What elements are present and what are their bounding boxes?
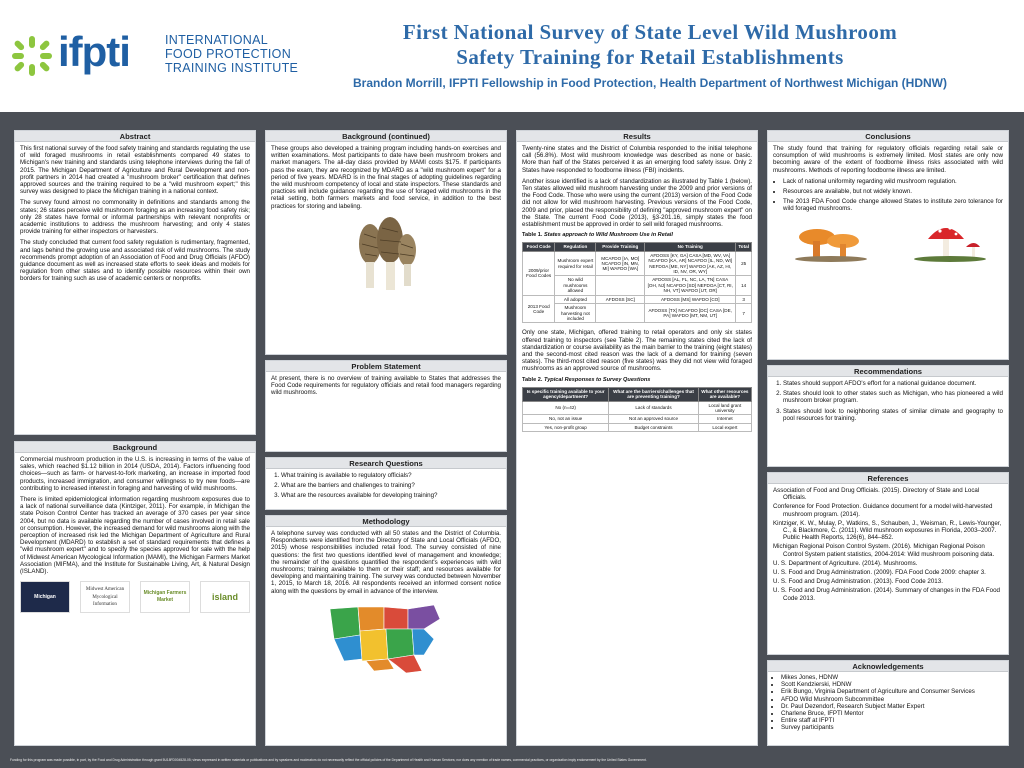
section-heading: Research Questions: [266, 458, 506, 469]
reference-item: U. S. Food and Drug Administration. (2009). FDA Food Code 2009: chapter 3.: [773, 569, 986, 577]
reference-item: Kintziger, K. W., Mulay, P., Watkins, S., Schauben, J., Weisman, R., Lewis-Younger, C., & Blackmore, C. (2011). Wild mushroom exposures in Florida, 2003–2007. Public Health Reports, 126(6), 844–852.: [773, 519, 1002, 542]
paragraph: These groups also developed a training program including hands-on exercises and written examinations. Most participants to date have been mushroom brokers and market managers. The all-day class provided by MAMI costs $175. If participants pass the exam, they are recognized by MDARD as a "wild mushroom expert" for a period of five years. MDARD is in the final stages of adopting guidelines regarding the wild mushroom competency of local and state inspectors. These standards and practices will include guidance regarding the use of foraged wild mushrooms in the retail setting, both farmers markets and food service, in addition to the best practices for storing and labeling.: [271, 145, 501, 210]
mushroom-images: [773, 217, 1003, 265]
chanterelle-mushroom-icon: [791, 217, 871, 265]
amanita-mushroom-icon: [906, 217, 986, 265]
abstract-panel: [14, 130, 256, 435]
paragraph: Commercial mushroom production in the U.S. is increasing in terms of the value of sales, which reached $1.12 billion in 2014 (USDA, 2014). Factors influencing food choices—such as farm- or harvest-to-fork marketing, an increase in imported food products, increased immigration, and consumer willingness to try new foods—are contributing to increased interest in foraging and harvesting of wild mushrooms.: [20, 456, 250, 492]
paragraph: A telephone survey was conducted with all 50 states and the District of Columbia. Respondents were identified from the Directory of State and Local Officials (AFDO, 2015) whose responsibilities included retail food. The survey consisted of nine questions: the first two questions identified level of management and knowledge; the remainder of the questions quantified the respondent's experiences with wild mushrooms; training available to them or their staff; and resources available for developing and maintaining training. The survey was conducted between November 1, 2015, to March 18, 2016. All respondents received an informed consent notice along with the questions by email in advance of the interview.: [271, 530, 501, 595]
logo-wordmark: ifpti: [58, 28, 130, 75]
partner-logos: [20, 581, 250, 613]
column-2: [265, 130, 507, 746]
reference-item: U. S. Department of Agriculture. (2014). Mushrooms.: [773, 559, 918, 567]
table-row: No wild mushrooms allowed AFDOSS [AL, FL, NC, LA, TN] CASA [OH, NJ] NCAFDO [SD] NEFDOA [CT, RI, NH, VT] WAFDO [UT, OR] 14: [523, 276, 752, 295]
section-heading: Results: [517, 131, 757, 142]
acknowledgements-panel: [767, 660, 1009, 746]
list-item: • AFDO Wild Mushroom Subcommittee: [781, 696, 1003, 703]
paragraph: Another issue identified is a lack of standardization as illustrated by Table 1 (below). Ten states allowed wild mushroom harvesting under the 2009 and prior versions of the Food Code. Those who were using the current (2013) version of the Food Code did not allow for wild mushroom harvesting. Previous versions of the Food Code, 2009 and prior, placed the responsibility of defining "approved mushroom expert" on the State. The current Food Code (2013), §3-201.16, simply states the food establishment must be approved in order to sell wild foraged mushrooms.: [522, 177, 752, 229]
list-item: • Mikes Jones, HDNW: [781, 674, 1003, 681]
paragraph: Only one state, Michigan, offered training to retail operators and only six states offered training to inspectors (see Table 2). The remaining states cited the lack of standardization or course availability as the main barrier to the training (eight states) and the second-most cited reason was the lack of a demand for training (seven states). The third-most cited reason (five states) was they did not view wild foraged mushrooms as an approved source of mushrooms.: [522, 329, 752, 373]
column-3: [516, 130, 758, 746]
reference-item: Conference for Food Protection. Guidance document for a model wild-harvested mushroom program. (2014).: [773, 503, 993, 518]
us-map-icon: [326, 599, 446, 677]
morel-mushroom-image: [350, 214, 422, 296]
table-2: [522, 387, 752, 432]
table-header: Regulation: [555, 243, 596, 251]
methodology-panel: [265, 515, 507, 746]
partner-logo: island: [200, 581, 250, 613]
table-header: What other resources are available?: [698, 387, 751, 401]
column-1: [14, 130, 256, 746]
section-heading: Background (continued): [266, 131, 506, 142]
list-item: • Entire staff at IFPTI: [781, 717, 1003, 724]
recommendations-panel: [767, 365, 1009, 467]
list-item: 2. States should look to other states such as Michigan, who has pioneered a wild mushroom broker program.: [783, 390, 1003, 404]
table-header: Provide Training: [596, 243, 645, 251]
list-item: • Dr. Paul Dezendorf, Research Subject Matter Expert: [781, 703, 1003, 710]
section-heading: Background: [15, 442, 255, 453]
list-item: • Erik Bungo, Virginia Department of Agriculture and Consumer Services: [781, 688, 1003, 695]
table-caption: Table 2. Typical Responses to Survey Questions: [522, 376, 651, 383]
partner-logo: Michigan Farmers Market: [140, 581, 190, 613]
table-row: Yes, non-profit group Budget constraints Local expert: [523, 423, 752, 431]
paragraph: This first national survey of the food safety training and standards regulating the use of wild foraged mushrooms in retail establishments compared 49 states to Michigan's new training and standards using telephone interviews during the fall of 2015. The Michigan Department of Agriculture and Rural Development and non-profit partners in 2014 had created a "mushroom broker" certification that defines approved sources and the training required to be a "wild mushroom expert;" this survey was designed to place the Michigan training in a national context.: [20, 145, 250, 196]
list-item: • Resources are available, but not widely known.: [783, 188, 1003, 195]
list-item: • The 2013 FDA Food Code change allowed States to institute zero tolerance for wild foraged mushrooms.: [783, 198, 1003, 212]
list-item: 1. What training is available to regulatory officials?: [281, 472, 501, 479]
reference-item: U. S. Food and Drug Administration. (2013). Food Code 2013.: [773, 578, 943, 586]
section-heading: Abstract: [15, 131, 255, 142]
us-map-image: [326, 599, 446, 677]
paragraph: The survey found almost no commonality in definitions and standards among the states; 26 states perceive wild mushroom foraging as an increasing food safety risk; only 28 states have formal or informal partnerships with relevant nonprofits or academic institutions to address the mushroom harvesting; and only 4 states provide training for either inspectors or harvesters.: [20, 199, 250, 236]
partner-logo: Michigan: [20, 581, 70, 613]
ifpti-logo-icon: [10, 34, 54, 78]
paragraph: There is limited epidemiological information regarding mushroom exposures due to a lack of national surveillance data (Kintziger, 2011). For example, in Michigan the state Poison Control Center has tracked an average of 370 cases per year since 2004, but no data is available regarding the number of cases involved in retail sale or consumption. However, the increased demand for wild mushrooms along with the perception of increased risk led the Michigan Department of Agriculture and Rural Development (MDARD) to establish a set of standard requirements that defines a "wild mushroom expert" and to specify the species approved for sale with the help of Midwest American Mycological Information (MAMI), the Michigan Farmers Market Association (MIFMA), and the Institute for Sustainable Living, Art, & Natural Design (ISLAND).: [20, 496, 250, 576]
table-row: No, not an issue Not an approved source Internet: [523, 415, 752, 423]
reference-item: Michigan Regional Poison Control System. (2016). Michigan Regional Poison Control System patient statistics, 2004-2014: Wild mushroom poisoning data.: [773, 543, 995, 558]
paragraph: Twenty-nine states and the District of Columbia responded to the initial telephone call (56.8%). Most wild mushroom knowledge was described as none or basic. More than half of the States perceived it as an emerging food safety issue. Only 2 States have responded to foodborne illness (FBI) incidents.: [522, 145, 752, 174]
poster-body: [0, 112, 1024, 768]
list-item: 2. What are the barriers and challenges to training?: [281, 482, 501, 489]
section-heading: Recommendations: [768, 366, 1008, 377]
table-header: Total: [736, 243, 752, 251]
section-heading: Problem Statement: [266, 361, 506, 372]
poster-title: First National Survey of State Level Wild Mushroom Safety Training for Retail Establishments: [402, 20, 898, 69]
table-header: Food Code: [523, 243, 555, 251]
morel-mushroom-icon: [350, 214, 422, 296]
table-1: [522, 242, 752, 323]
table-header: No Training: [645, 243, 736, 251]
table-row: No (n=42) Lack of standards Local land grant university: [523, 401, 752, 415]
partner-logo: Midwest American Mycological Information: [80, 581, 130, 613]
funding-footer: Funding for this program was made possible, in part, by the Food and Drug Administration through grant 5U18FD004528-05; views expressed in written materials or publications and by speakers and moderators do not necessarily reflect the official policies of the Department of Health and Human Services; nor does any mention of trade names, commercial practices, or organization imply endorsement by the United States Government.: [10, 758, 647, 762]
reference-item: U. S. Food and Drug Administration. (2014). Summary of changes in the FDA Food Code 2013.: [773, 587, 1000, 602]
list-item: 3. What are the resources available for developing training?: [281, 492, 501, 499]
poster-header: [0, 0, 1024, 112]
problem-statement-panel: [265, 360, 507, 452]
poster-authors: Brandon Morrill, IFPTI Fellowship in Food Protection, Health Department of Northwest Michigan (HDNW): [353, 76, 947, 90]
paragraph: The study found that training for regulatory officials regarding retail sale or consumption of wild mushrooms is extremely limited. Most states are only now becoming aware of the extent of foodborne illness risks associated with wild mushrooms. Methods of reporting foodborne illness are limited.: [773, 145, 1003, 174]
section-heading: References: [768, 473, 1008, 484]
paragraph: The study concluded that current food safety regulation is rudimentary, fragmented, and lags behind the growing use and associated risk of wild mushrooms. The study recommends prompt adoption of an Association of Food and Drug Officials (AFDO) guidance document as well as increased state efforts to seek ideas and models for regulation from other states and to identify possible resources within their own borders for training such as use of academic centers or nonprofits.: [20, 239, 250, 283]
list-item: • Lack of national uniformity regarding wild mushroom regulation.: [783, 178, 1003, 185]
table-header: What are the barriers/challenges that are preventing training?: [609, 387, 699, 401]
list-item: • Scott Kendzierski, HDNW: [781, 681, 1003, 688]
research-questions-panel: [265, 457, 507, 510]
table-row: 2009/prior Food Codes Mushroom expert required for retail MCAFDO [IA, MO] NCAFDO [IN, MN, MI] WAFDO [WA] AFDOSS [KY, GA] CASA [MD, WV, VA] NCAFDO [KA, AR] NCAFDO [IL, ND, WI] NEFDOA [ME, NY] WAFDO [AK, AZ, HI, ID, NV, OR, WY] 25: [523, 251, 752, 276]
section-heading: Acknowledgements: [768, 661, 1008, 672]
conclusions-panel: [767, 130, 1009, 360]
reference-item: Association of Food and Drug Officials. (2015). Directory of State and Local Officials.: [773, 487, 980, 502]
results-panel: [516, 130, 758, 746]
list-item: • Charlene Bruce, IFPTI Mentor: [781, 710, 1003, 717]
table-header: Is specific training available to your agency/department?: [523, 387, 609, 401]
column-4: [767, 130, 1009, 746]
table-row: Mushroom harvesting not included AFDOSS [TX] NCAFDO [DC] CASA [DE, PA] WAFDO [MT, NM, UT] 7: [523, 304, 752, 323]
logo-subtitle: INTERNATIONAL FOOD PROTECTION TRAINING INSTITUTE: [165, 33, 299, 75]
table-row: 2013 Food Code All adopted AFDOSS [SC] AFDOSS [MS] WAFDO [CO] 3: [523, 295, 752, 303]
references-panel: [767, 472, 1009, 655]
list-item: 3. States should look to neighboring states of similar climate and geography to pool resources for training.: [783, 408, 1003, 422]
list-item: 1. States should support AFDO's effort for a national guidance document.: [783, 380, 1003, 387]
section-heading: Methodology: [266, 516, 506, 527]
paragraph: At present, there is no overview of training available to States that addresses the Food Code requirements for regulatory officials and retail food managers regarding wild mushrooms.: [271, 375, 501, 397]
table-caption: Table 1. States approach to Wild Mushroom Use in Retail: [522, 232, 673, 239]
background-continued-panel: [265, 130, 507, 355]
background-panel: [14, 441, 256, 746]
list-item: • Survey participants: [781, 724, 1003, 731]
section-heading: Conclusions: [768, 131, 1008, 142]
